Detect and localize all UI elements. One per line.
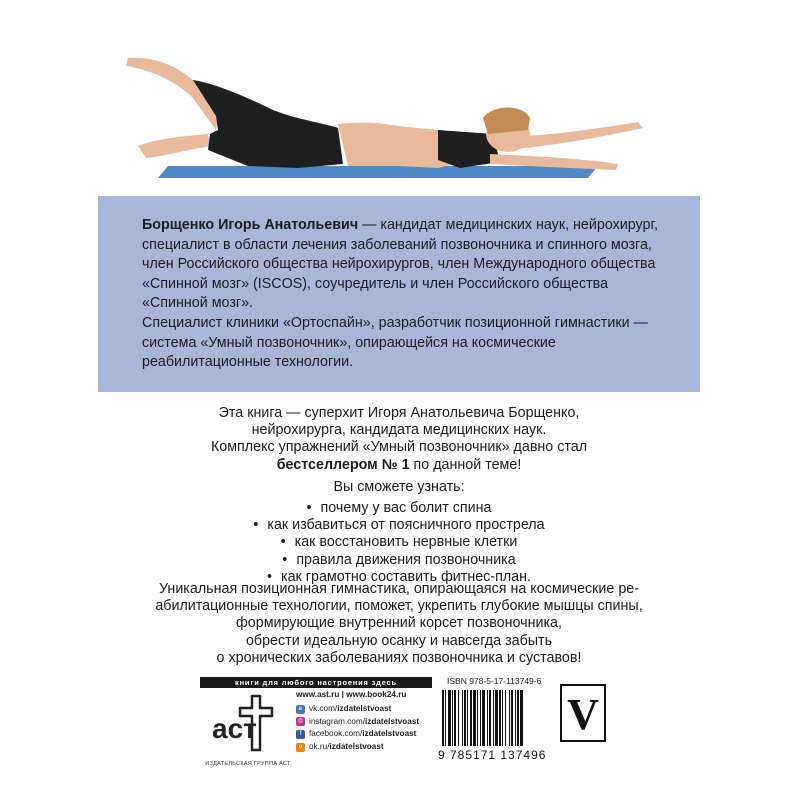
publisher-caption: ИЗДАТЕЛЬСКАЯ ГРУППА АСТ	[205, 761, 291, 767]
barcode-bar	[467, 690, 468, 746]
instagram-icon: ◎	[297, 718, 304, 725]
list-item: • как грамотно составить фитнес-план.	[98, 569, 700, 586]
intro-line: Комплекс упражнений «Умный позвоночник» давно стал	[210, 439, 588, 456]
barcode-digits: 9 785171 137496	[438, 748, 547, 762]
bestseller-label: бестселлером № 1	[276, 456, 410, 473]
barcode-bar	[470, 690, 472, 746]
barcode-bar	[473, 690, 476, 746]
social-url: instagram.com/	[309, 716, 365, 726]
barcode-bar	[462, 690, 463, 746]
closing-paragraph	[98, 581, 700, 667]
barcode-bar	[517, 690, 519, 746]
series-banner: книги для любого настроения здесь	[200, 677, 432, 688]
closing-line: Уникальная позиционная гимнастика, опирающаяся на космические ре-	[158, 581, 640, 597]
intro-tail: по данной теме!	[409, 456, 522, 473]
barcode-bar	[505, 690, 506, 746]
closing-line: абилитационные технологии, поможет, укрепить глубокие мышцы спины,	[155, 598, 643, 615]
learn-list	[98, 500, 700, 586]
social-link-ok[interactable]	[296, 741, 419, 754]
author-name: Борщенко Игорь Анатольевич	[142, 217, 359, 233]
barcode-bar	[489, 690, 491, 746]
v-badge	[560, 684, 606, 742]
facebook-icon: f	[296, 730, 305, 739]
author-bio	[142, 216, 672, 373]
social-url: vk.com/	[309, 704, 338, 713]
barcode-bar	[448, 690, 451, 746]
barcode-bar	[458, 690, 459, 746]
barcode	[440, 690, 554, 748]
logo-text: аст	[212, 713, 257, 744]
publisher-sites[interactable]: www.ast.ru | www.book24.ru	[296, 690, 407, 699]
barcode-bar	[445, 690, 446, 746]
author-bio-line: — кандидат медицинских наук, нейрохирург, специалист в области лечения заболеваний позвоночника и спинного мозга, член Российского общества нейрохирургов, член Международного общества «Спинной мозг» (ISCOS), соучредитель и член Российского общества «Спинной мозг».	[142, 217, 658, 312]
barcode-bar	[509, 690, 510, 746]
closing-line: обрести идеальную осанку и навсегда забыть	[245, 632, 553, 649]
barcode-bar	[442, 690, 444, 746]
social-handle: izdatelstvoast	[364, 716, 420, 726]
barcode-bar	[477, 690, 478, 746]
barcode-bar	[515, 690, 516, 746]
social-link-vk[interactable]	[296, 703, 419, 716]
list-item: • как восстановить нервные клетки	[98, 534, 700, 551]
barcode-bar	[493, 690, 494, 746]
social-handle: izdatelstvoast	[362, 729, 417, 739]
list-item: • как избавиться от поясничного прострела	[98, 517, 700, 534]
barcode-bar	[495, 690, 498, 746]
social-url: ok.ru/	[309, 741, 330, 751]
social-handle: izdatelstvoast	[337, 704, 392, 713]
intro-line	[98, 457, 700, 474]
barcode-bar	[511, 690, 513, 746]
ast-logo	[202, 692, 290, 758]
social-link-facebook[interactable]	[296, 728, 419, 741]
exercise-photo	[98, 38, 700, 196]
author-bio-panel	[98, 196, 700, 392]
barcode-bar	[452, 690, 453, 746]
author-bio-line: Специалист клиники «Ортоспайн», разработчик позиционной гимнастики — система «Умный позвоночник», опирающейся на космические реабилитационные технологии.	[142, 314, 648, 371]
badge-letter: V	[567, 690, 599, 739]
barcode-bar	[464, 690, 466, 746]
barcode-bar	[499, 690, 501, 746]
list-item: • правила движения позвоночника	[98, 552, 700, 569]
list-item: • почему у вас болит спина	[98, 500, 700, 517]
barcode-bar	[487, 690, 488, 746]
closing-line: формирующие внутренний корсет позвоночника,	[236, 615, 562, 632]
intro-line: нейрохирурга, кандидата медицинских наук.	[251, 422, 547, 439]
barcode-bar	[502, 690, 503, 746]
barcode-bar	[482, 690, 485, 746]
barcode-bar	[454, 690, 456, 746]
social-links	[296, 703, 419, 753]
social-link-instagram[interactable]	[296, 716, 419, 729]
book-intro	[98, 405, 700, 474]
social-url: facebook.com/	[309, 729, 363, 739]
vk-icon: в	[296, 705, 305, 714]
closing-line: о хронических заболеваниях позвоночника и суставов!	[216, 649, 582, 666]
social-handle: izdatelstvoast	[329, 741, 384, 751]
barcode-bar	[520, 690, 523, 746]
ok-icon: о	[296, 743, 305, 752]
yoga-mat	[158, 166, 598, 178]
learn-title: Вы сможете узнать:	[333, 479, 465, 495]
intro-line: Эта книга — суперхит Игоря Анатольевича Борщенко,	[218, 405, 580, 421]
isbn-label: ISBN 978-5-17-113749-6	[447, 676, 542, 686]
barcode-bar	[480, 690, 481, 746]
